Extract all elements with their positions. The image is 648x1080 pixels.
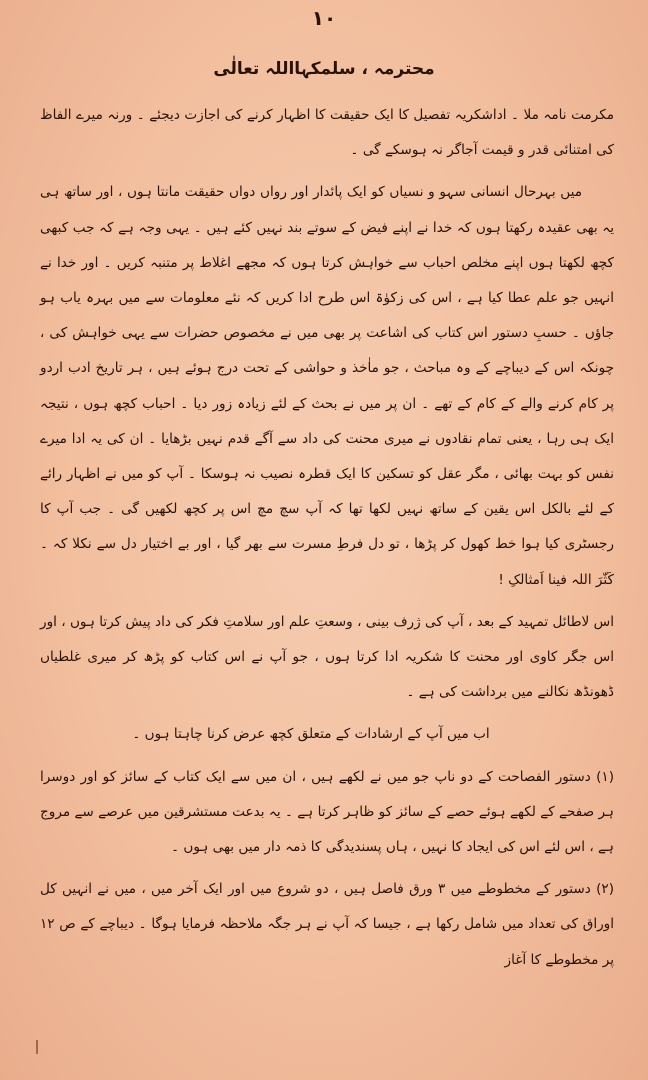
paragraph-point-2: (۲) دستور کے مخطوطے میں ۳ ورق فاصل ہیں ، دو شروع میں اور ایک آخر میں ، میں نے انہیں کل اوراق کی تعداد میں شامل رکھا ہے ، جیسا کہ آپ نے ہر جگہ ملاحظہ فرمایا ہوگا ۔ دیباچے کے ص ۱۲ پر مخطوطے کا آغاز (40, 881, 614, 968)
paragraph-preface: اس لاطائل تمہید کے بعد ، آپ کی ژرف بینی ، وسعتِ علم اور سلامتِ فکر کی داد پیش کرتا ہوں ، اور اس جگر کاوی اور محنت کا شکریہ ادا کرتا ہوں ، جو آپ نے اس کتاب کو پڑھ کر میری غلطیاں ڈھونڈھ نکالنے میں برداشت کی ہے ۔ (40, 613, 614, 701)
letter-body (40, 98, 614, 978)
paragraph-transition: اب میں آپ کے ارشادات کے متعلق کچھ عرض کرنا چاہتا ہوں ۔ (132, 726, 490, 743)
margin-mark (36, 1040, 46, 1054)
paragraph-main: میں بہرحال انسانی سہو و نسیاں کو ایک پائدار اور رواں دواں حقیقت مانتا ہوں ، اور ساتھ ہی یہ بھی عقیدہ رکھتا ہوں کہ خدا نے اپنے فیض کے سوتے بند نہیں کئے ہیں ۔ یہی وجہ ہے کہ جب کبھی کچھ لکھتا ہوں اپنے مخلص احباب سے خواہش کرتا ہوں کہ مجھے اغلاط پر متنبہ کریں ۔ اور خدا نے انہیں جو علم عطا کیا ہے ، اس کی زکوٰۃ اس طرح ادا کریں کہ نئے معلومات سے میں بہرہ یاب ہو جاؤں ۔ حسبِ دستور اس کتاب کی اشاعت پر بھی میں نے مخصوص حضرات سے یہی خواہش کی ، چونکہ اس کے دیباچے کے وہ مباحث ، جو ماٰخذ و حواشی کے تحت درج ہوئے ہیں ، ہر تاریخ ادب اردو پر کام کرنے والے کے کام کے تھے ۔ ان پر میں نے بحث کے لئے زیادہ زور دیا ۔ احباب کچھ ہوں ، نتیجہ ایک ہی رہا ، یعنی تمام نقادوں نے میری محنت کی داد سے آگے قدم نہیں بڑھایا ۔ ان کی یہ ادا میرے نفس کو بہت بھائی ، مگر عقل کو تسکین کا ایک قطرہ نصیب نہ ہوسکا ۔ آپ کو میں نے اظہار رائے کے لئے بالکل اس یقین کے ساتھ نہیں لکھا تھا کہ آپ سچ مچ اس پر کچھ لکھیں گی ۔ جب آپ کا رجسٹری کیا ہوا خط کھول کر پڑھا ، تو دل فرطِ مسرت سے بھر گیا ، اور بے اختیار دل سے نکلا کہ ۔ کَثّرَ اللہ فینا اَمثالکِ ! (40, 184, 614, 588)
page-number: ۱۰ (311, 6, 337, 30)
paragraph-point-1: (۱) دستور الفصاحت کے دو ناپ جو میں نے لکھے ہیں ، ان میں سے ایک کتاب کے سائز کو اور دوسرا ہر صفحے کے لکھے ہوئے حصے کے سائز کو ظاہر کرتا ہے ۔ یہ بدعت مستشرقین میں عرصے سے مروج ہے ، اس لئے اس کی ایجاد کا نہیں ، ہاں پسندیدگی کا ذمہ دار میں بھی ہوں ۔ (40, 768, 614, 856)
salutation-heading: محترمہ ، سلمکہااللہ تعالٰی (213, 59, 435, 79)
paragraph-opening: مکرمت نامہ ملا ۔ اداشکریہ تفصیل کا ایک حقیقت کا اظہار کرنے کی اجازت دیجئے ۔ ورنہ میرے الفاظ کی امتنائی قدر و قیمت آجاگر نہ ہوسکے گی ۔ (40, 107, 614, 159)
